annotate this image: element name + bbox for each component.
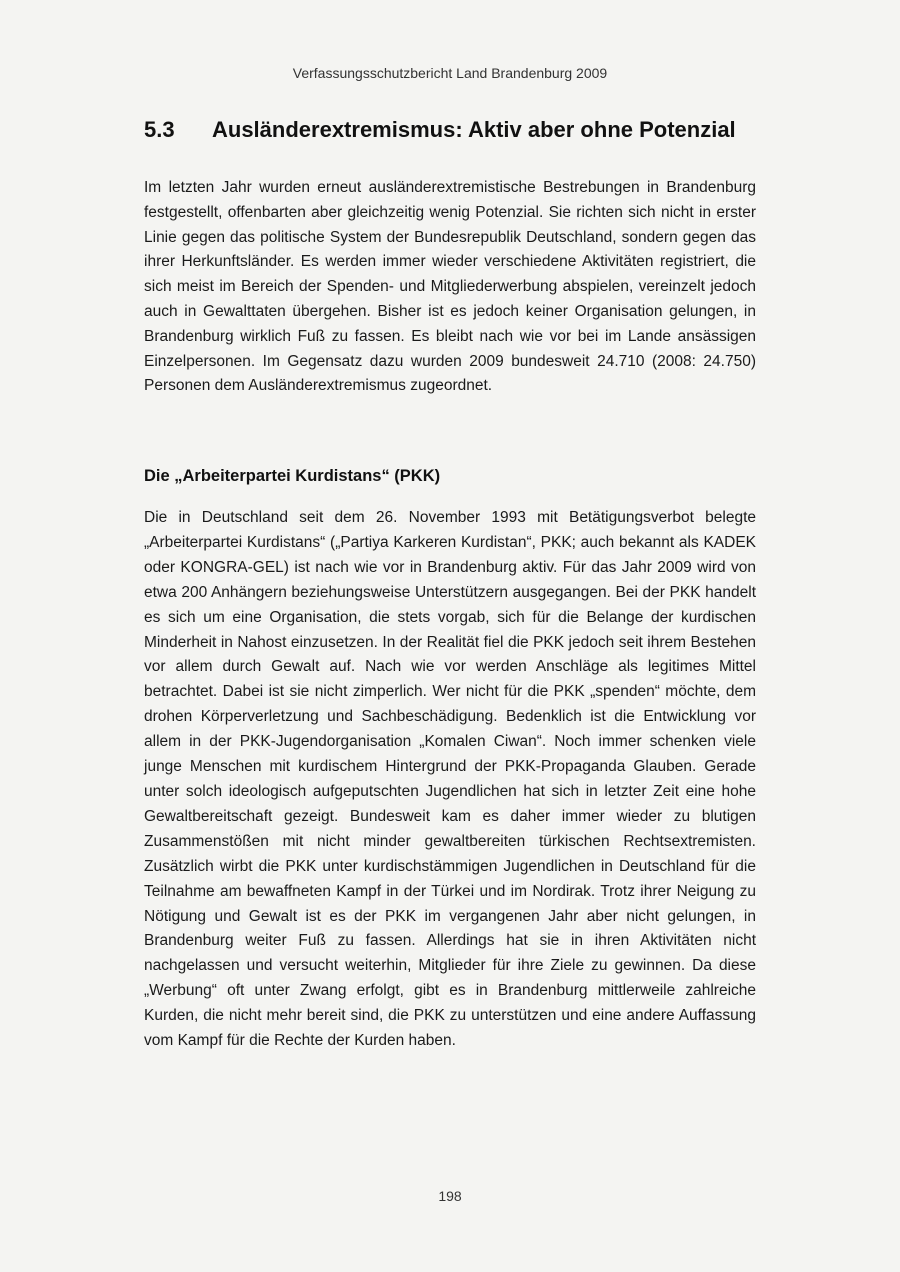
page-number: 198 <box>438 1188 462 1204</box>
section-number: 5.3 <box>144 117 175 142</box>
section-title: Ausländerextremismus: Aktiv aber ohne Potenzial <box>212 117 736 142</box>
intro-paragraph: Im letzten Jahr wurden erneut ausländerextremistische Bestrebungen in Brandenburg festgestellt, offenbarten aber gleichzeitig wenig Potenzial. Sie richten sich nicht in erster Linie gegen das politische System der Bundesrepublik Deutschland, sondern gegen das ihrer Herkunftsländer. Es werden immer wieder verschiedene Aktivitäten registriert, die sich meist im Bereich der Spenden- und Mitgliederwerbung abspielen, vereinzelt jedoch auch in Gewalttaten übergehen. Bisher ist es jedoch keiner Organisation gelungen, in Brandenburg wirklich Fuß zu fassen. Es bleibt nach wie vor bei im Lande ansässigen Einzelpersonen. Im Gegensatz dazu wurden 2009 bundesweit 24.710 (2008: 24.750) Personen dem Ausländerextremismus zugeordnet. <box>144 179 756 395</box>
running-header: Verfassungsschutzbericht Land Brandenburg 2009 <box>292 65 608 81</box>
subsection-heading: Die „Arbeiterpartei Kurdistans“ (PKK) <box>144 467 441 485</box>
section-heading <box>144 117 764 143</box>
subsection-paragraph: Die in Deutschland seit dem 26. November 1993 mit Betätigungsverbot belegte „Arbeiterpartei Kurdistans“ („Partiya Karkeren Kurdistan“, PKK; auch bekannt als KADEK oder KONGRA-GEL) ist nach wie vor in Brandenburg aktiv. Für das Jahr 2009 wird von etwa 200 Anhängern beziehungsweise Unterstützern ausgegangen. Bei der PKK handelt es sich um eine Organisation, die stets vorgab, sich für die Belange der kurdischen Minderheit in Nahost einzusetzen. In der Realität fiel die PKK jedoch seit ihrem Bestehen vor allem durch Gewalt auf. Nach wie vor werden Anschläge als legitimes Mittel betrachtet. Dabei ist sie nicht zimperlich. Wer nicht für die PKK „spenden“ möchte, dem drohen Körperverletzung und Sachbeschädigung. Bedenklich ist die Entwicklung vor allem in der PKK-Jugendorganisation „Komalen Ciwan“. Noch immer schenken viele junge Menschen mit kurdischem Hintergrund der PKK-Propaganda Glauben. Gerade unter solch ideologisch aufgeputschten Jugendlichen hat sich in letzter Zeit eine hohe Gewaltbereitschaft gezeigt. Bundesweit kam es daher immer wieder zu blutigen Zusammenstößen mit nicht minder gewaltbereiten türkischen Rechtsextremisten. Zusätzlich wirbt die PKK unter kurdischstämmigen Jugendlichen in Deutschland für die Teilnahme am bewaffneten Kampf in der Türkei und im Nordirak. Trotz ihrer Neigung zu Nötigung und Gewalt ist es der PKK im vergangenen Jahr aber nicht gelungen, in Brandenburg weiter Fuß zu fassen. Allerdings hat sie in ihren Aktivitäten nicht nachgelassen und versucht weiterhin, Mitglieder für ihre Ziele zu gewinnen. Da diese „Werbung“ oft unter Zwang erfolgt, gibt es in Brandenburg mittlerweile zahlreiche Kurden, die nicht mehr bereit sind, die PKK zu unterstützen und eine andere Auffassung vom Kampf für die Rechte der Kurden haben. <box>144 509 756 1050</box>
